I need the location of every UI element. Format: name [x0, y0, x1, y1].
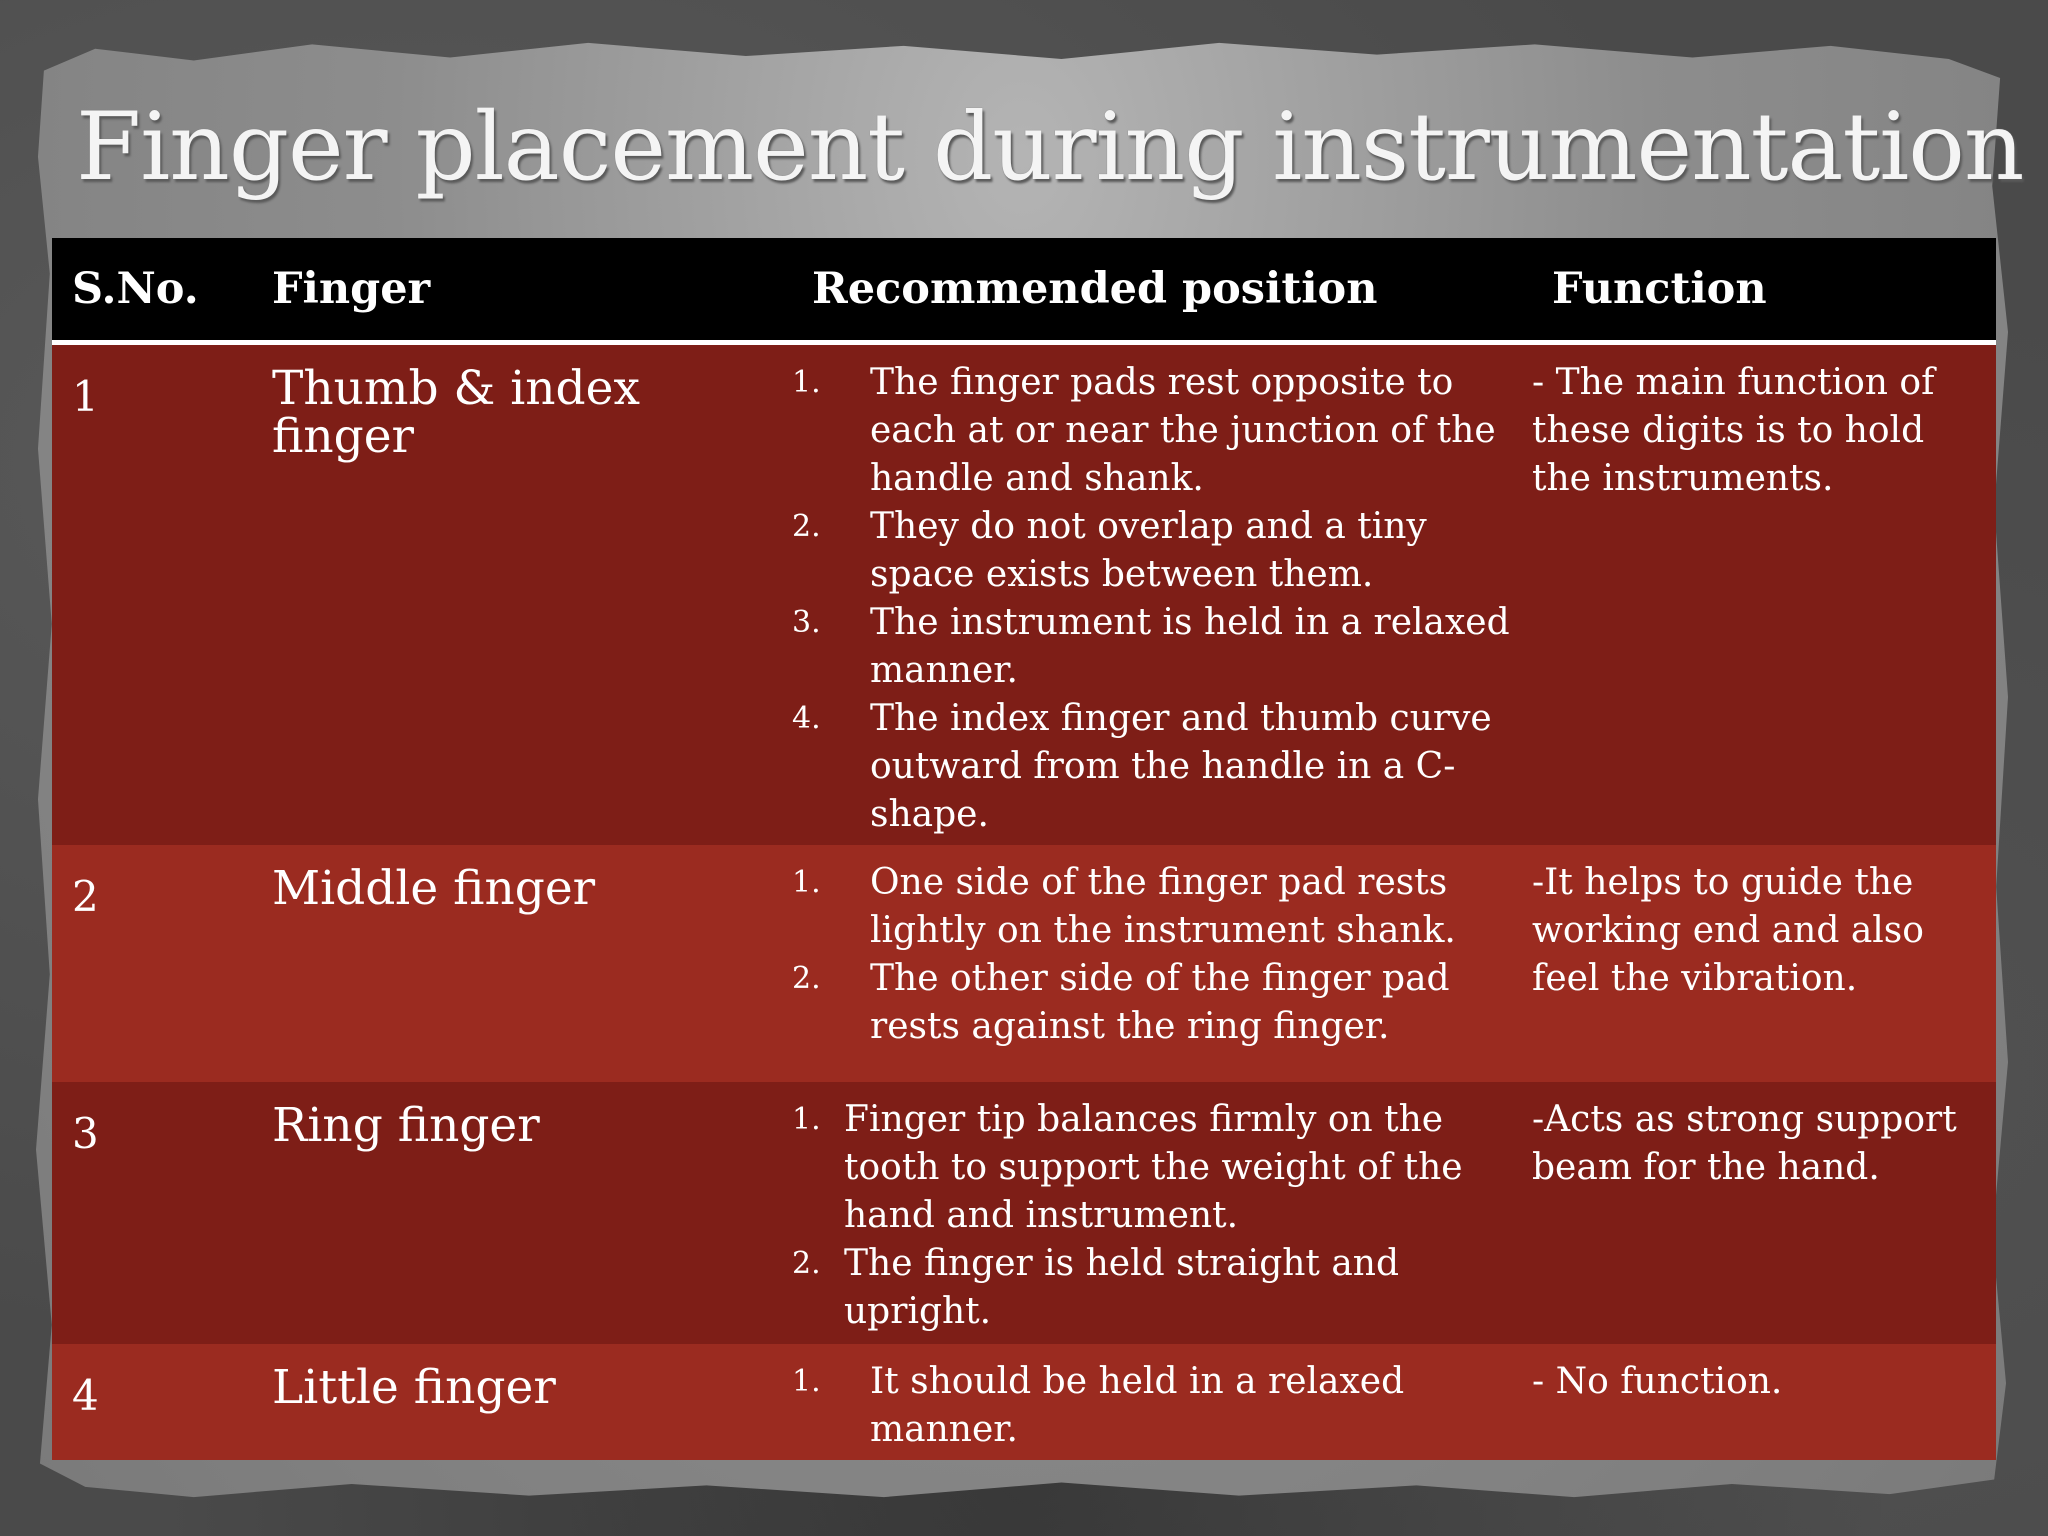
position-text: The other side of the finger pad rests against the ring finger.	[870, 958, 1450, 1047]
position-item	[792, 955, 1522, 1051]
row-function: -It helps to guide the working end and also feel the vibration.	[1532, 862, 1924, 999]
header-function: Function	[1552, 263, 1767, 314]
position-text: One side of the finger pad rests lightly on the instrument shank.	[870, 862, 1456, 951]
position-item	[792, 599, 1522, 695]
position-list	[792, 1096, 1522, 1336]
row-function: - The main function of these digits is to hold the instruments.	[1532, 361, 1935, 499]
table-body	[52, 342, 1996, 1460]
header-recommended-position: Recommended position	[812, 263, 1378, 314]
position-number: 4.	[792, 700, 821, 736]
position-number: 2.	[792, 961, 821, 996]
position-number: 2.	[792, 508, 821, 544]
row-sno: 4	[72, 1371, 99, 1420]
row-sno: 3	[72, 1109, 99, 1158]
table-row	[52, 1082, 1996, 1344]
position-item	[792, 503, 1522, 599]
position-text: It should be held in a relaxed manner.	[870, 1361, 1405, 1450]
row-finger: Thumb & index finger	[272, 360, 640, 464]
row-function: -Acts as strong support beam for the hand.	[1532, 1099, 1957, 1188]
position-list	[792, 1358, 1522, 1454]
position-item	[792, 1096, 1522, 1240]
position-number: 2.	[792, 1246, 821, 1281]
row-finger: Middle finger	[272, 861, 596, 916]
position-item	[792, 1358, 1522, 1454]
position-number: 1.	[792, 1102, 821, 1137]
row-finger: Ring finger	[272, 1098, 540, 1153]
table-row	[52, 342, 1996, 845]
header-finger: Finger	[272, 263, 431, 314]
row-positions	[792, 1344, 1532, 1460]
position-list	[792, 359, 1522, 839]
row-sno: 1	[72, 371, 99, 421]
row-positions	[792, 342, 1532, 845]
position-list	[792, 859, 1522, 1051]
table-header	[52, 238, 1996, 342]
position-number: 3.	[792, 604, 821, 640]
position-item	[792, 1240, 1522, 1336]
position-text: The finger is held straight and upright.	[844, 1243, 1400, 1332]
header-row	[52, 238, 1996, 342]
row-finger: Little finger	[272, 1360, 556, 1415]
position-text: Finger tip balances firmly on the tooth to support the weight of the hand and instrument.	[844, 1099, 1463, 1236]
row-positions	[792, 1082, 1532, 1344]
position-item	[792, 859, 1522, 955]
header-sno: S.No.	[72, 263, 199, 314]
position-text: The finger pads rest opposite to each at or near the junction of the handle and shank.	[870, 361, 1496, 499]
table-row	[52, 1344, 1996, 1460]
slide-title: Finger placement during instrumentation	[76, 93, 2024, 202]
table-row	[52, 845, 1996, 1082]
position-number: 1.	[792, 364, 821, 400]
position-text: The index finger and thumb curve outward from the handle in a C-shape.	[870, 697, 1492, 835]
position-text: They do not overlap and a tiny space exists between them.	[870, 505, 1427, 595]
finger-placement-table	[52, 238, 1996, 1460]
row-function: - No function.	[1532, 1361, 1783, 1402]
finger-placement-table-container	[52, 238, 1996, 1460]
position-item	[792, 695, 1522, 839]
position-number: 1.	[792, 865, 821, 900]
position-text: The instrument is held in a relaxed manner.	[870, 601, 1510, 691]
position-item	[792, 359, 1522, 503]
row-positions	[792, 845, 1532, 1082]
position-number: 1.	[792, 1364, 821, 1399]
row-sno: 2	[72, 872, 99, 921]
